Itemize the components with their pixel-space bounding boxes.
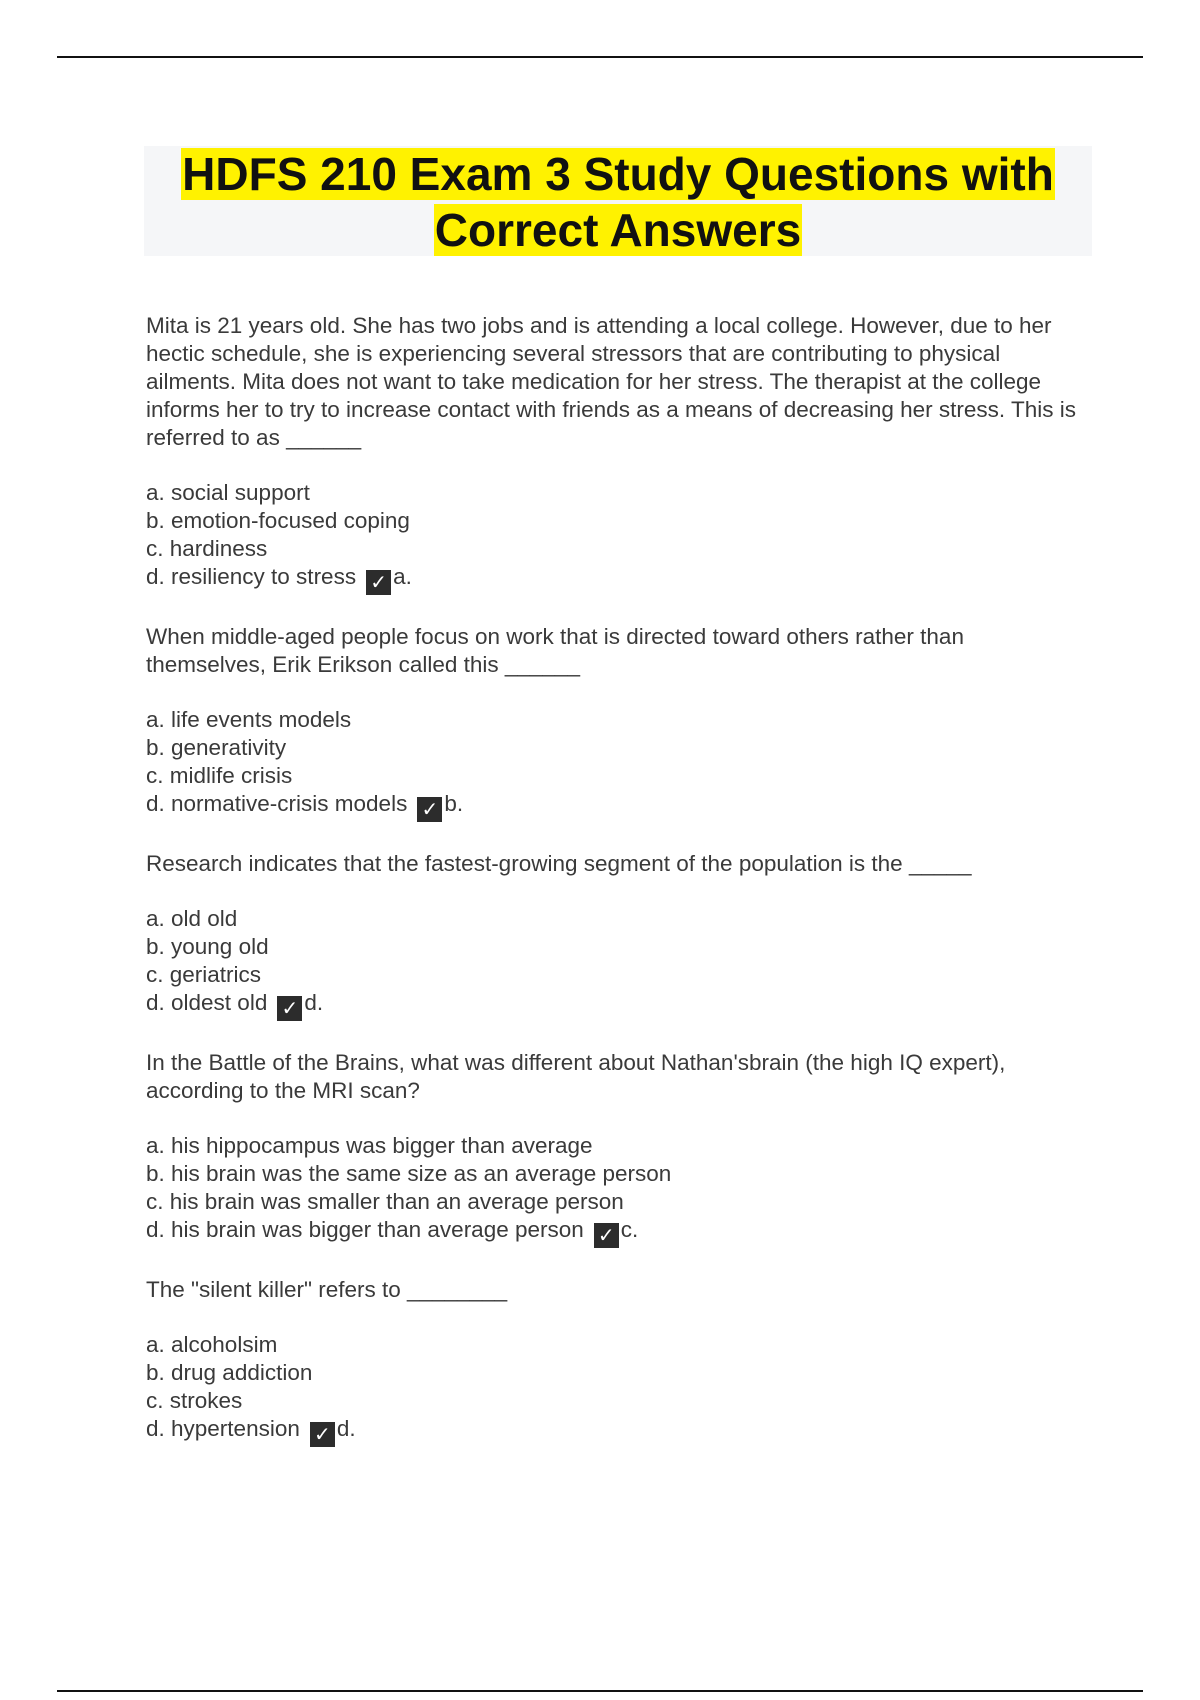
checkmark-icon: ✓ — [366, 570, 391, 595]
correct-answer: d. — [336, 1416, 356, 1441]
title-banner — [144, 146, 1092, 256]
top-rule — [57, 56, 1143, 58]
title-line-2: Correct Answers — [434, 204, 802, 256]
question-text: When middle-aged people focus on work that is directed toward others rather than themselves, Erik Erikson called this ______ — [146, 624, 964, 677]
question-block — [146, 850, 1086, 1021]
correct-answer: a. — [393, 564, 412, 589]
title-line-1: HDFS 210 Exam 3 Study Questions with — [182, 148, 1054, 200]
checkmark-icon: ✓ — [594, 1223, 619, 1248]
option-d-with-answer — [146, 1415, 1086, 1447]
question-block — [146, 312, 1086, 595]
option-c: c. midlife crisis — [146, 763, 293, 788]
question-text: The "silent killer" refers to ________ — [146, 1277, 508, 1302]
option-a: a. social support — [146, 480, 310, 505]
answer-options — [146, 1331, 1086, 1447]
question-block — [146, 1276, 1086, 1447]
option-a: a. old old — [146, 906, 238, 931]
answer-options — [146, 479, 1086, 595]
option-b: b. generativity — [146, 735, 287, 760]
option-d: d. resiliency to stress — [146, 564, 357, 589]
answer-options — [146, 706, 1086, 822]
option-c: c. strokes — [146, 1388, 243, 1413]
correct-answer: c. — [620, 1217, 639, 1242]
page-title — [144, 146, 1092, 258]
checkmark-icon: ✓ — [417, 797, 442, 822]
option-a: a. alcoholsim — [146, 1332, 278, 1357]
option-d: d. hypertension — [146, 1416, 300, 1441]
option-b: b. young old — [146, 934, 269, 959]
option-d-with-answer — [146, 563, 1086, 595]
option-b: b. emotion-focused coping — [146, 508, 410, 533]
bottom-rule — [57, 1690, 1143, 1692]
answer-options — [146, 1132, 1086, 1248]
answer-options — [146, 905, 1086, 1021]
option-c: c. his brain was smaller than an average person — [146, 1189, 624, 1214]
option-b: b. drug addiction — [146, 1360, 313, 1385]
question-block — [146, 1049, 1086, 1248]
option-b: b. his brain was the same size as an average person — [146, 1161, 672, 1186]
correct-answer: d. — [304, 990, 324, 1015]
correct-answer: b. — [444, 791, 464, 816]
option-c: c. hardiness — [146, 536, 268, 561]
question-list — [146, 312, 1086, 1475]
option-d-with-answer — [146, 989, 1086, 1021]
option-d-with-answer — [146, 1216, 1086, 1248]
option-d-with-answer — [146, 790, 1086, 822]
option-d: d. normative-crisis models — [146, 791, 408, 816]
checkmark-icon: ✓ — [277, 996, 302, 1021]
option-d: d. oldest old — [146, 990, 268, 1015]
option-a: a. life events models — [146, 707, 352, 732]
question-text: Mita is 21 years old. She has two jobs and is attending a local college. However, due to her hectic schedule, she is experiencing several stressors that are contributing to physical ailments. Mita does not want to take medication for her stress. The therapist at the college informs her to try to increase contact with friends as a means of decreasing her stress. This is referred to as ______ — [146, 313, 1076, 450]
option-c: c. geriatrics — [146, 962, 262, 987]
question-text: Research indicates that the fastest-growing segment of the population is the _____ — [146, 851, 972, 876]
question-text: In the Battle of the Brains, what was different about Nathan'sbrain (the high IQ expert), according to the MRI scan? — [146, 1050, 1006, 1103]
option-a: a. his hippocampus was bigger than average — [146, 1133, 593, 1158]
option-d: d. his brain was bigger than average person — [146, 1217, 584, 1242]
question-block — [146, 623, 1086, 822]
checkmark-icon: ✓ — [310, 1422, 335, 1447]
